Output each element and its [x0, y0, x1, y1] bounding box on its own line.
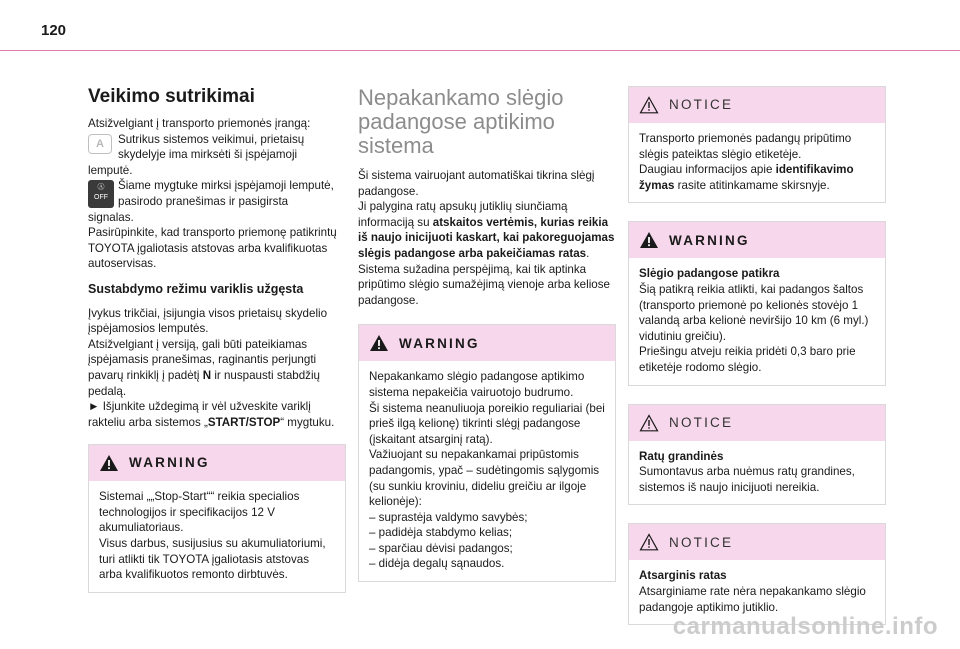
- notice-title: Ratų grandinės: [639, 449, 724, 463]
- warning-body: [89, 481, 345, 592]
- warning-box: [628, 221, 886, 385]
- warning-header: [359, 325, 615, 361]
- intro-text: Atsižvelgiant į transporto priemonės įrangą:: [88, 117, 311, 130]
- notice-body: [629, 441, 885, 505]
- page-number: 120: [41, 22, 67, 39]
- consequence-list: [369, 510, 605, 572]
- notice-text: Transporto priemonės padangų pripūtimo slėgis pateiktas slėgio etiketėje.: [639, 132, 852, 161]
- notice-title: Atsarginis ratas: [639, 569, 727, 583]
- notice-text: Atsarginiame rate nėra nepakankamo slėgio padangoje aptikimo jutiklio.: [639, 584, 866, 614]
- indicator-text: Sutrikus sistemos veikimui, prietaisų skydelyje ima mirksėti ši įspėjamoji: [118, 132, 305, 162]
- notice-header: [629, 87, 885, 123]
- warning-text: Priešingu atveju reikia pridėti 0,3 baro prie etiketėje rodomo slėgio.: [639, 345, 856, 374]
- warning-triangle-icon: [99, 454, 119, 472]
- header-rule: [0, 50, 960, 51]
- warning-triangle-icon: [639, 231, 659, 249]
- indicator-text-cont: lemputė.: [88, 163, 133, 177]
- button-item: [88, 178, 346, 209]
- notice-box: [628, 86, 886, 203]
- notice-body: [629, 123, 885, 202]
- paragraph: Ši sistema vairuojant automatiškai tikrina slėgį padangose.: [358, 169, 595, 198]
- warning-text: Ši sistema neanuliuoja poreikio reguliariai (bei prieš ilgą kelionę) tikrinti slėgį padangose (įskaitant atsarginį ratą).: [369, 401, 605, 446]
- warning-body: [359, 361, 615, 581]
- watermark: carmanualsonline.info: [672, 613, 938, 640]
- notice-triangle-icon: [639, 414, 659, 432]
- warning-text: Visus darbus, susijusius su akumuliatoriumi, turi atlikti tik TOYOTA įgaliotasis atstovas arba kvalifikuotos remonto dirbtuvės.: [99, 537, 326, 582]
- warning-title: Slėgio padangose patikra: [639, 267, 780, 281]
- section-title: Nepakankamo slėgio padangose aptikimo sistema: [358, 85, 564, 158]
- subheading: Sustabdymo režimu variklis užgęsta: [88, 281, 304, 296]
- list-item: – didėja degalų sąnaudos.: [369, 556, 605, 572]
- warning-text: Šią patikrą reikia atlikti, kai padangos šaltos (transporto priemonė po kelionės stovėjo 1 valandą arba kelionė neviršijo 10 km (6 myl.) vidutiniu greičiu).: [639, 282, 869, 343]
- notice-text: Daugiau informacijos apie identifikavimo žymas rasite atitinkamame skirsnyje.: [639, 163, 854, 192]
- list-item: – suprastėja valdymo savybės;: [369, 510, 605, 526]
- warning-header: [89, 445, 345, 481]
- paragraph: Ji palygina ratų apsukų jutiklių siunčiamą informaciją su atskaitos vertėmis, kurias reikia iš naujo inicijuoti kaskart, kai pakoreguojamas slėgis padangose arba pakeičiamas ratas.: [358, 200, 615, 260]
- warning-triangle-icon: [369, 334, 389, 352]
- warning-label: WARNING: [399, 335, 480, 351]
- warning-label: WARNING: [669, 232, 750, 248]
- paragraph: Atsižvelgiant į versiją, gali būti pateikiamas įspėjamasis pranešimas, raginantis perjungti pavarų rinkiklį į padėtį N ir nuspausti stabdžių pedalą.: [88, 337, 321, 398]
- list-item: – sparčiau dėvisi padangos;: [369, 541, 605, 557]
- notice-triangle-icon: [639, 533, 659, 551]
- notice-label: NOTICE: [669, 414, 734, 430]
- warning-text: Nepakankamo slėgio padangose aptikimo sistema nepakeičia vairuotojo budrumo.: [369, 370, 585, 399]
- notice-header: [629, 524, 885, 560]
- button-text: Šiame mygtuke mirksi įspėjamoji lemputė, pasirodo pranešimas ir pasigirsta: [118, 179, 334, 208]
- warning-text: Važiuojant su nepakankamai pripūstomis padangomis, ypač – sudėtingomis sąlygomis (su sunkiu kroviniu, dideliu greičiu ar ilgoje kelionėje):: [369, 448, 600, 509]
- column-3: [628, 86, 886, 625]
- instruction: ► Išjunkite uždegimą ir vėl užveskite variklį rakteliu arba sistemos „START/STOP“ mygtuku.: [88, 400, 335, 429]
- warning-box: [358, 324, 616, 582]
- list-item: – padidėja stabdymo kelias;: [369, 525, 605, 541]
- notice-box: [628, 523, 886, 625]
- warning-box: [88, 444, 346, 593]
- paragraph: Pasirūpinkite, kad transporto priemonę patikrintų TOYOTA įgaliotasis atstovas arba kvalifikuotas autoservisas.: [88, 226, 337, 271]
- column-1: [88, 86, 346, 593]
- a-off-button-icon: Ⓐ OFF: [88, 180, 114, 208]
- section-title: Veikimo sutrikimai: [88, 86, 255, 107]
- warning-header: [629, 222, 885, 258]
- notice-text: Sumontavus arba nuėmus ratų grandines, sistemos iš naujo inicijuoti nereikia.: [639, 465, 855, 494]
- column-2: [358, 86, 616, 582]
- paragraph: Sistema sužadina perspėjimą, kai tik aptinka pripūtimo slėgio sumažėjimą vienoje arba keliose padangose.: [358, 262, 610, 307]
- notice-triangle-icon: [639, 96, 659, 114]
- paragraph: Įvykus trikčiai, įsijungia visos prietaisų skydelio įspėjamosios lemputės.: [88, 306, 328, 336]
- notice-header: [629, 405, 885, 441]
- warning-body: [629, 258, 885, 384]
- warning-text: Sistemai „„Stop-Start““ reikia specialios technologijos ir specifikacijos 12 V akumuliatoriaus.: [99, 490, 300, 535]
- warning-a-icon: A: [88, 134, 112, 154]
- button-text-cont: signalas.: [88, 210, 134, 224]
- notice-label: NOTICE: [669, 534, 734, 550]
- indicator-item: [88, 132, 346, 163]
- notice-box: [628, 404, 886, 506]
- notice-label: NOTICE: [669, 97, 734, 113]
- warning-label: WARNING: [129, 455, 210, 471]
